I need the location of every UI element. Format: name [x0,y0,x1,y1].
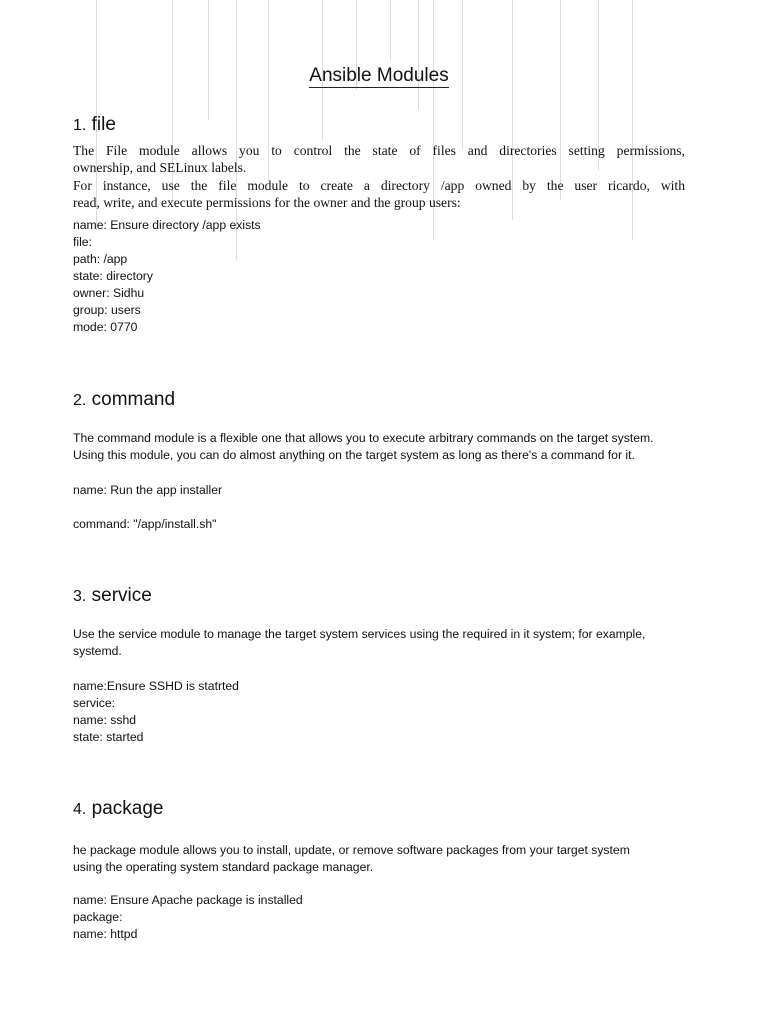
code-line: state: started [73,730,144,744]
code-line: name: Ensure Apache package is installed [73,893,303,907]
scan-line [390,0,391,60]
scan-line [208,0,209,120]
code-line: file: [73,235,92,249]
code-line: name: httpd [73,927,138,941]
section-paragraph: Use the service module to manage the target system services using the required in it system; for example, systemd. [73,627,646,658]
code-line: name:Ensure SSHD is statrted [73,679,239,693]
document-title: Ansible Modules [309,65,449,86]
code-block [73,892,303,943]
code-block [73,217,261,336]
scan-line [418,0,419,110]
code-line: package: [73,910,123,924]
section-paragraph: he package module allows you to install, update, or remove software packages from your target system using the operating system standard package manager. [73,843,630,874]
section-paragraph: ownership, and SELinux labels. [73,160,247,175]
code-line: path: /app [73,252,128,266]
section-paragraph: For instance, use the file module to create a directory /app owned by the user ricardo, with [73,178,685,193]
code-line: name: sshd [73,713,137,727]
section-heading-package: 4. package [73,798,164,819]
code-line: service: [73,696,115,710]
section-paragraph: The command module is a flexible one that allows you to execute arbitrary commands on the target system. Using this module, you can do almost anything on the target system as long as there's a command for it. [73,431,654,462]
code-line: owner: Sidhu [73,286,145,300]
code-line: group: users [73,303,141,317]
section-heading-file: 1. file [73,114,116,135]
code-block [73,482,222,499]
code-block [73,516,216,533]
code-line: command: "/app/install.sh" [73,517,217,531]
code-line: state: directory [73,269,153,283]
section-heading-service: 3. service [73,585,152,606]
section-paragraph: read, write, and execute permissions for the owner and the group users: [73,195,461,210]
section-paragraph: The File module allows you to control the state of files and directories setting permissions, [73,143,685,158]
code-line: name: Run the app installer [73,483,223,497]
section-heading-command: 2. command [73,389,176,410]
code-line: mode: 0770 [73,320,138,334]
code-block [73,678,239,746]
code-line: name: Ensure directory /app exists [73,218,261,232]
